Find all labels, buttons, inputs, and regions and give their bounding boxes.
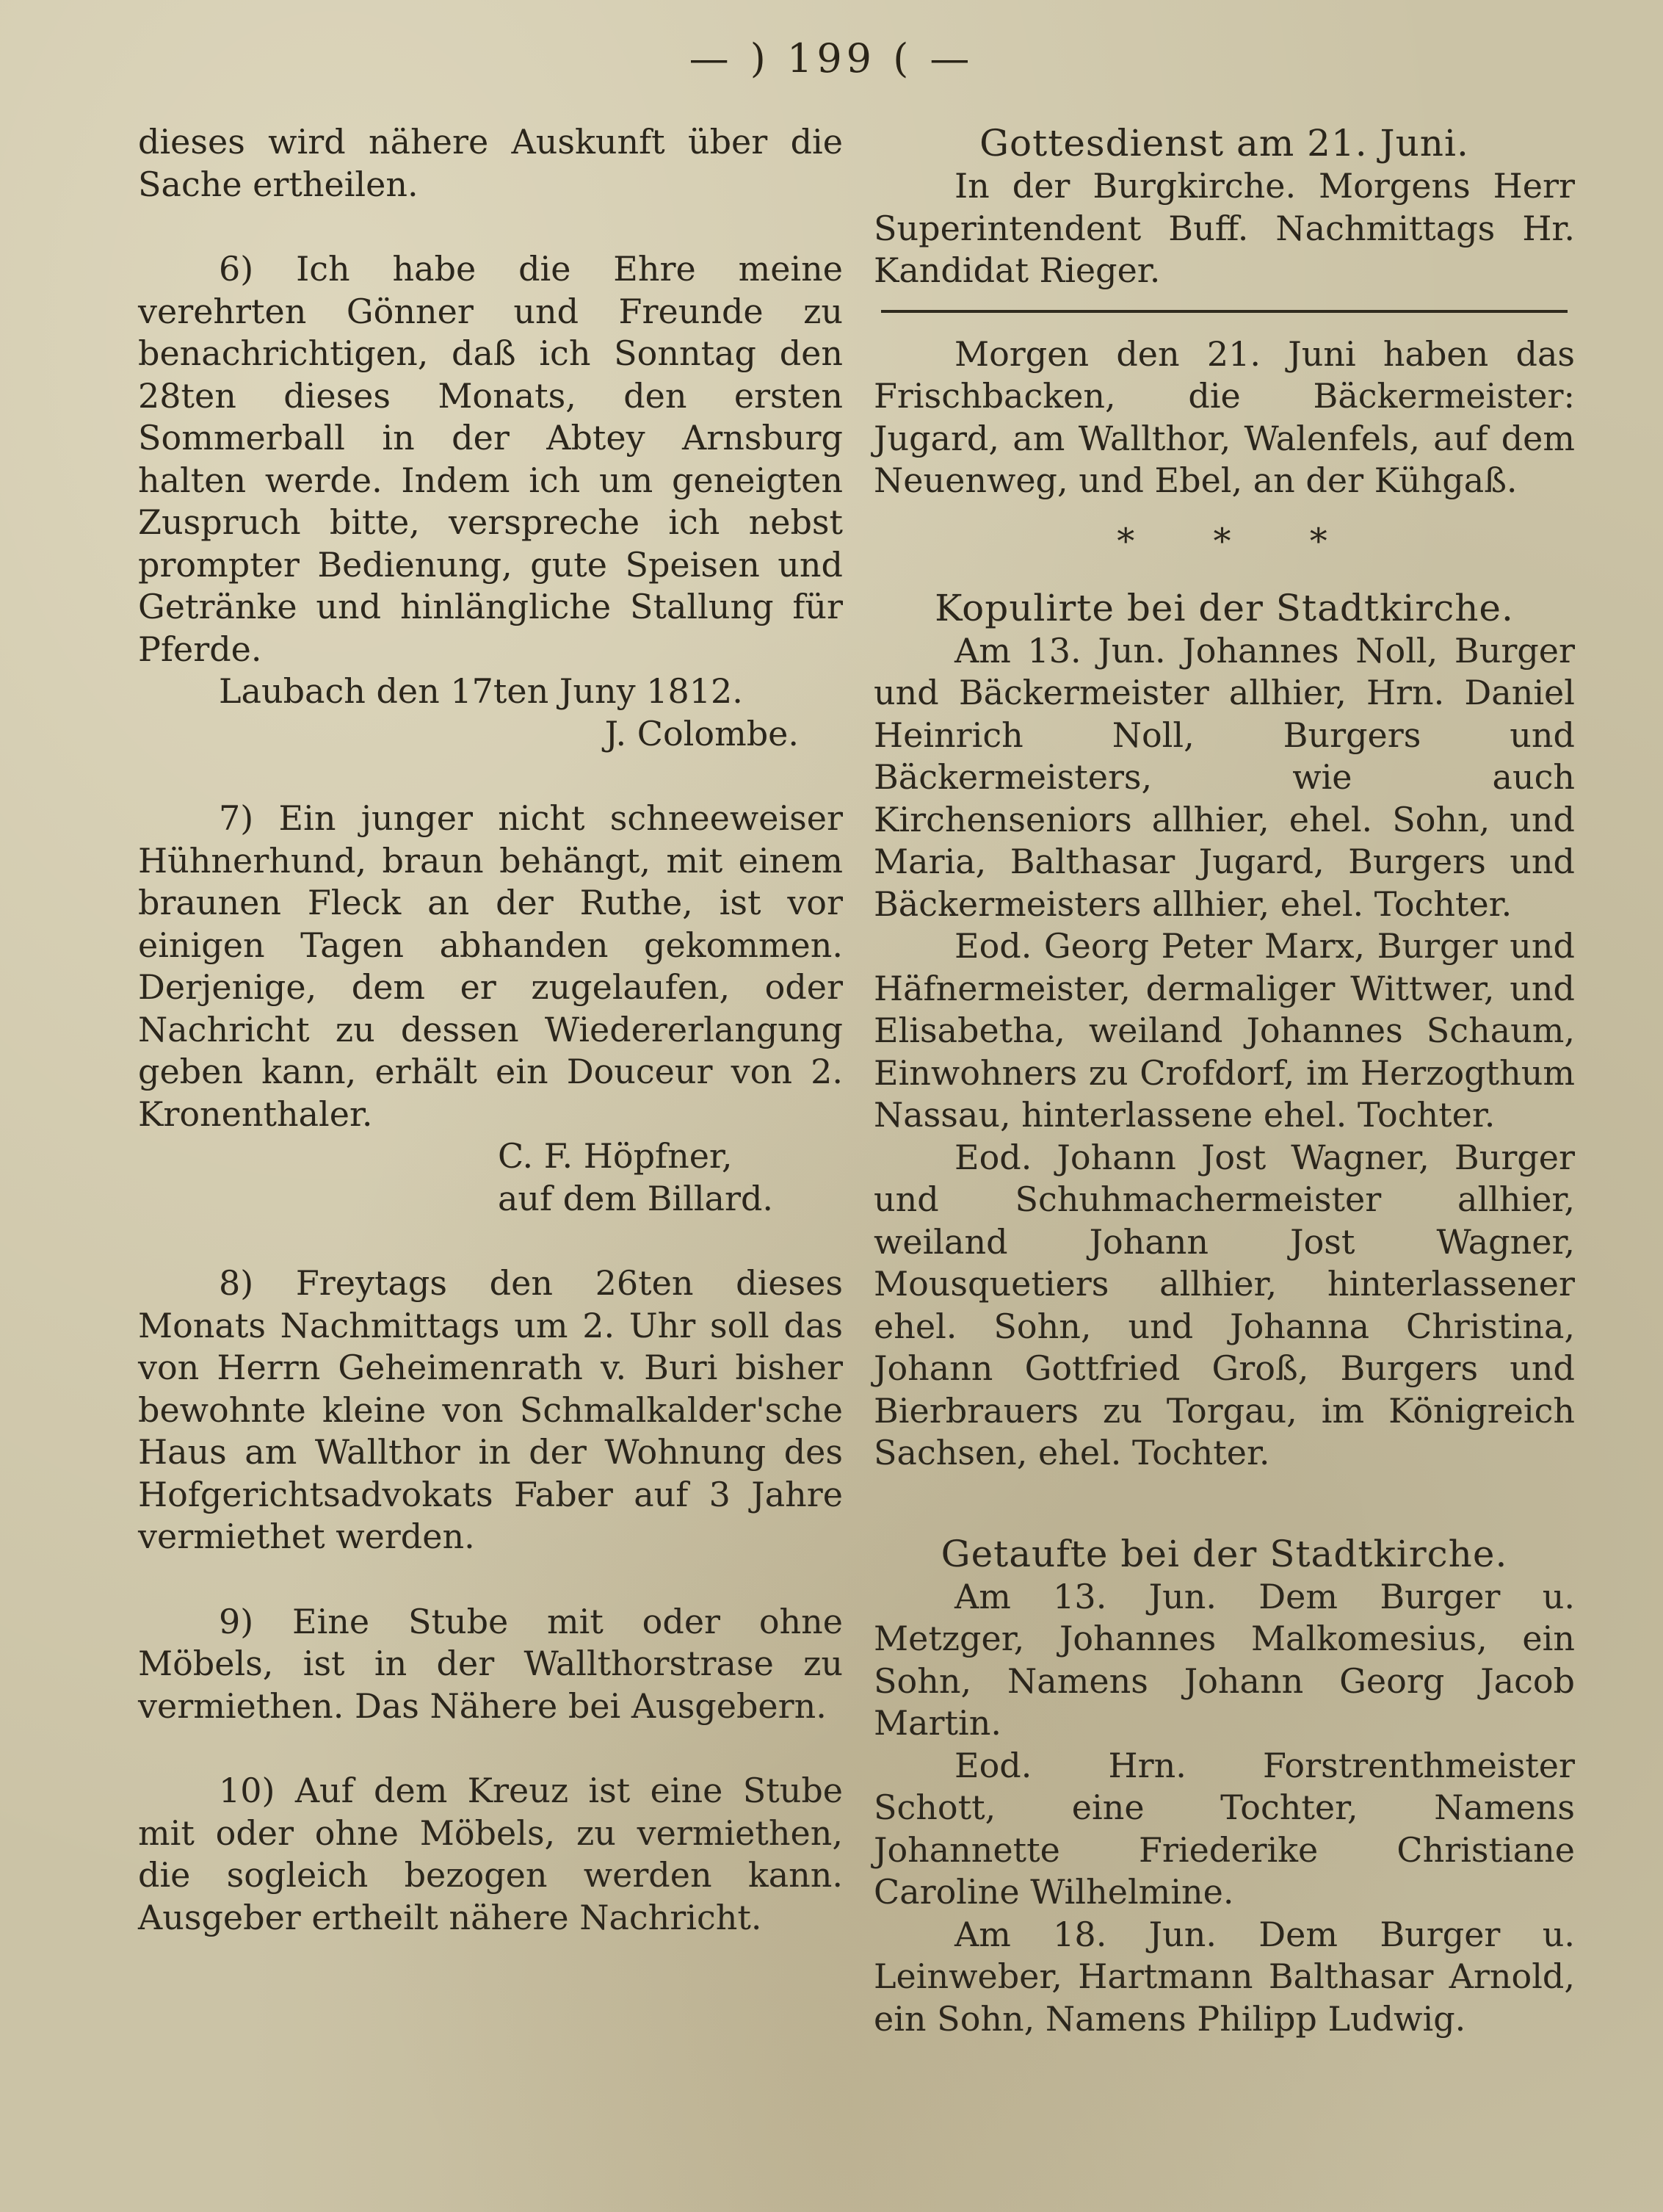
baptism-entry: Am 13. Jun. Dem Burger u. Metzger, Johannes Malkomesius, ein Sohn, Namens Johann Georg Jacob Martin. [874,1576,1575,1743]
notice-7-signature-name: C. F. Höpfner, [498,1136,733,1176]
service-heading: Gottesdienst am 21. Juni. [979,122,1469,165]
asterism-star: * [1117,520,1140,562]
notice-8-body: 8) Freytags den 26ten dieses Monats Nachmittags um 2. Uhr soll das von Herrn Geheimenrath v. Buri bisher bewohnte kleine von Schmalkalder'sche Haus am Wallthor in der Wohnung des Hofgerichtsadvokats Faber auf 3 Jahre vermiethet werden. [138,1263,843,1556]
notice-7-signature-place: auf dem Billard. [498,1178,774,1218]
notice-6-place-date: Laubach den 17ten Juny 1812. [219,671,743,711]
notice-6-signature: J. Colombe. [604,713,799,753]
notice-7-body: 7) Ein junger nicht schneeweiser Hühnerhund, braun behängt, mit einem braunen Fleck an der Ruthe, ist vor einigen Tagen abhanden gekommen. Derjenige, dem er zugelaufen, oder Nachricht zu dessen Wiedererlangung geben kann, erhält ein Douceur von 2. Kronenthaler. [138,798,843,1134]
baptism-entry: Eod. Hrn. Forstrenthmeister Schott, eine Tochter, Namens Johannette Friederike Christiane Caroline Wilhelmine. [874,1745,1575,1912]
item-continuation: dieses wird nähere Auskunft über die Sache ertheilen. [138,122,843,204]
service-body: In der Burgkirche. Morgens Herr Superintendent Buff. Nachmittags Hr. Kandidat Rieger. [874,166,1575,290]
notice-10-body: 10) Auf dem Kreuz ist eine Stube mit oder ohne Möbels, zu vermiethen, die sogleich bezogen werden kann. Ausgeber ertheilt nähere Nachricht. [138,1771,843,1937]
right-column [874,121,1575,2040]
marriage-entry: Eod. Georg Peter Marx, Burger und Häfnermeister, dermaliger Wittwer, und Elisabetha, weiland Johannes Schaum, Einwohners zu Crofdorf, im Herzogthum Nassau, hinterlassene ehel. Tochter. [874,926,1575,1135]
asterism-star: * [1213,520,1236,562]
baptisms-heading: Getaufte bei der Stadtkirche. [941,1532,1508,1575]
baptism-entry: Am 18. Jun. Dem Burger u. Leinweber, Hartmann Balthasar Arnold, ein Sohn, Namens Philipp Ludwig. [874,1914,1575,2039]
asterism-divider [874,516,1575,567]
section-divider [881,310,1568,313]
notice-6-body: 6) Ich habe die Ehre meine verehrten Gönner und Freunde zu benachrichtigen, daß ich Sonntag den 28ten dieses Monats, den ersten Sommerball in der Abtey Arnsburg halten werde. Indem ich um geneigten Zuspruch bitte, verspreche ich nebst prompter Bedienung, gute Speisen und Getränke und hinlängliche Stallung für Pferde. [138,249,843,669]
marriage-entry: Am 13. Jun. Johannes Noll, Burger und Bäckermeister allhier, Hrn. Daniel Heinrich Noll, Burgers und Bäckermeisters, wie auch Kirchenseniors allhier, ehel. Sohn, und Maria, Balthasar Jugard, Burgers und Bäckermeisters allhier, ehel. Tochter. [874,630,1575,924]
asterism-star: * [1309,520,1332,562]
notice-9-body: 9) Eine Stube mit oder ohne Möbels, ist in der Wallthorstrase zu vermiethen. Das Nähere bei Ausgebern. [138,1601,843,1726]
bakers-notice: Morgen den 21. Juni haben das Frischbacken, die Bäckermeister: Jugard, am Wallthor, Walenfels, auf dem Neuenweg, und Ebel, an der Kühgaß. [874,333,1575,500]
marriage-entry: Eod. Johann Jost Wagner, Burger und Schuhmachermeister allhier, weiland Johann Jost Wagner, Mousquetiers allhier, hinterlassener ehel. Sohn, und Johanna Christina, Johann Gottfried Groß, Burgers und Bierbrauers zu Torgau, im Königreich Sachsen, ehel. Tochter. [874,1137,1575,1472]
left-column [138,121,843,1939]
page-number-header: — ) 199 ( — [689,35,974,82]
marriages-heading: Kopulirte bei der Stadtkirche. [935,586,1514,629]
